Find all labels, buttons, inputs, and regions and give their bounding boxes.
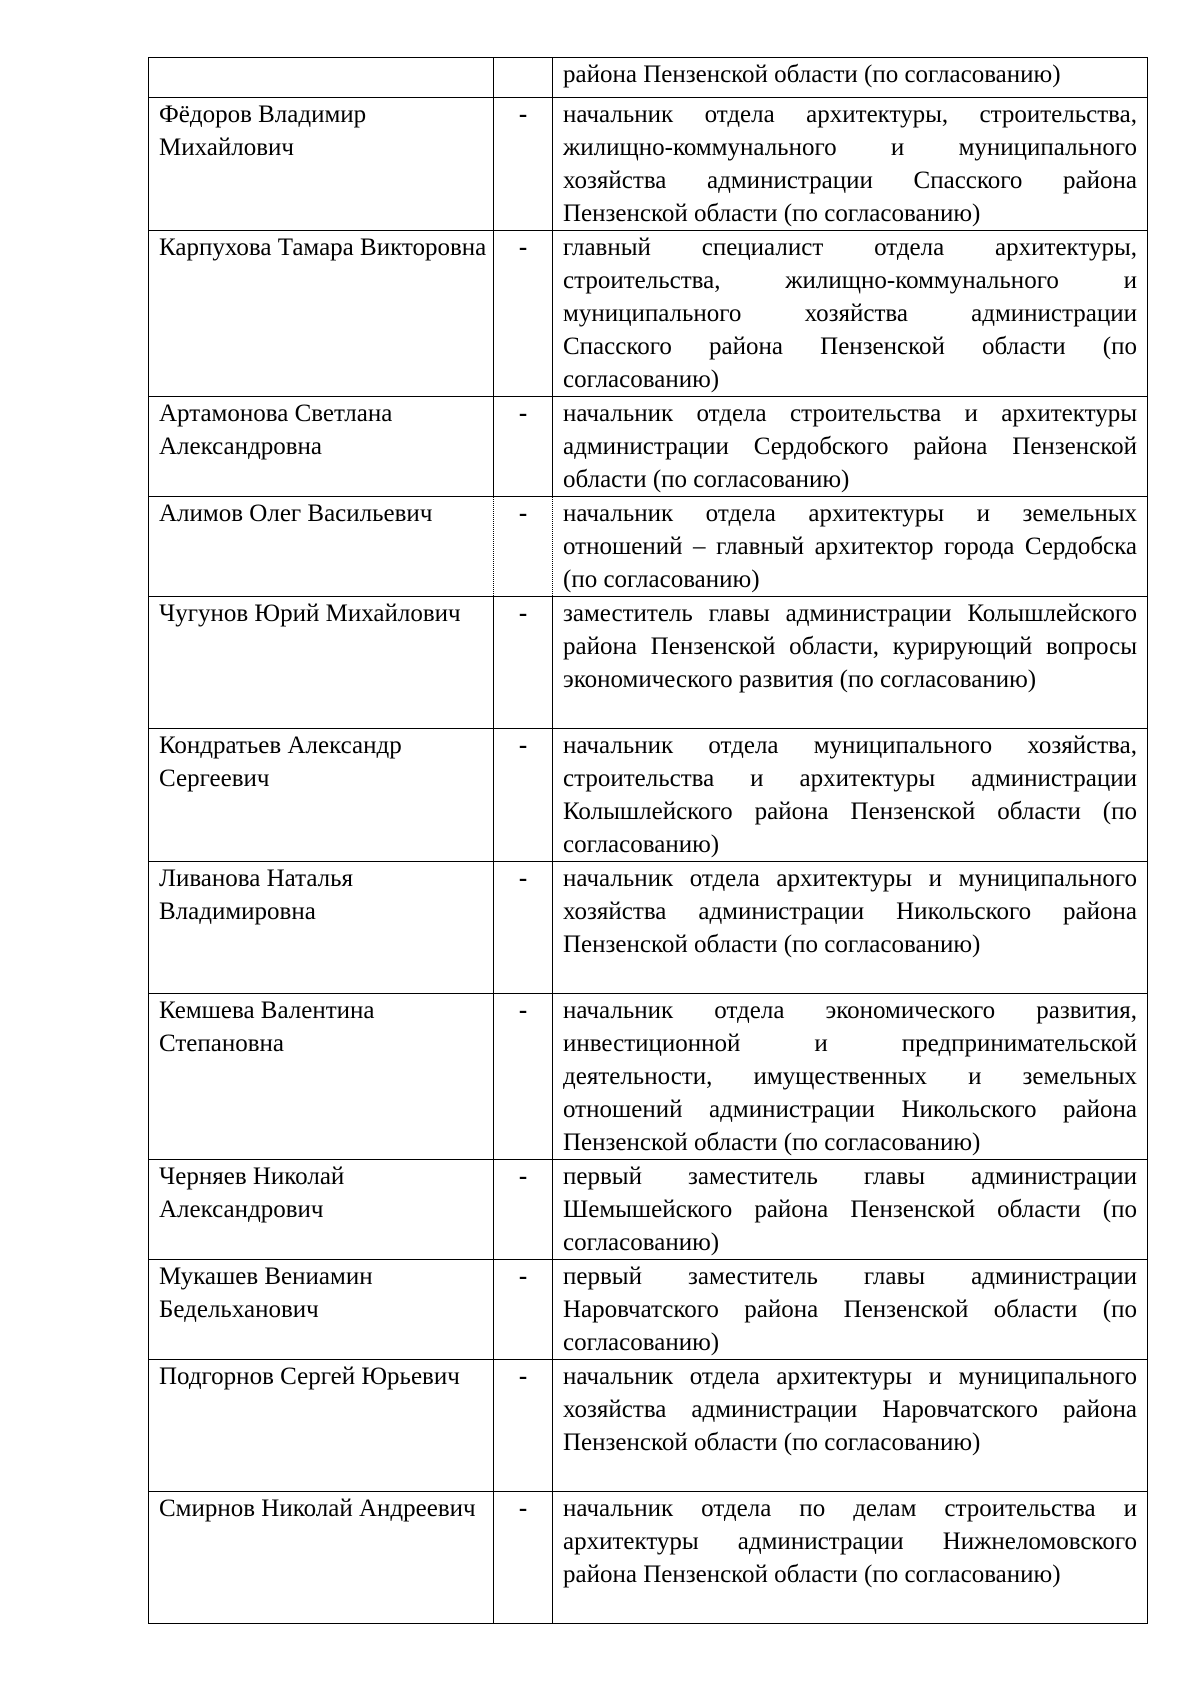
member-position: начальник отдела архитектуры, строительства, жилищно-коммунального и муниципального хозяйства администрации Спасского района Пензенской области (по согласованию) bbox=[553, 98, 1148, 231]
member-position: начальник отдела архитектуры и земельных отношений – главный архитектор города Сердобска (по согласованию) bbox=[553, 497, 1148, 597]
member-position: начальник отдела архитектуры и муниципального хозяйства администрации Никольского района Пензенской области (по согласованию) bbox=[553, 862, 1148, 994]
dash-separator: - bbox=[494, 397, 553, 497]
table-row bbox=[149, 58, 1148, 98]
member-position: первый заместитель главы администрации Наровчатского района Пензенской области (по согласованию) bbox=[553, 1260, 1148, 1360]
table-row bbox=[149, 397, 1148, 497]
dash-separator: - bbox=[494, 497, 553, 597]
member-name: Карпухова Тамара Викторовна bbox=[149, 231, 494, 397]
dash-separator: - bbox=[494, 862, 553, 994]
table-row bbox=[149, 597, 1148, 729]
dash-separator: - bbox=[494, 729, 553, 862]
member-name: Кемшева Валентина Степановна bbox=[149, 994, 494, 1160]
member-position: начальник отдела по делам строительства и архитектуры администрации Нижнеломовского района Пензенской области (по согласованию) bbox=[553, 1492, 1148, 1624]
member-position: района Пензенской области (по согласованию) bbox=[553, 58, 1148, 98]
dash-separator: - bbox=[494, 231, 553, 397]
dash-separator: - bbox=[494, 1260, 553, 1360]
member-position: начальник отдела муниципального хозяйства, строительства и архитектуры администрации Колышлейского района Пензенской области (по согласованию) bbox=[553, 729, 1148, 862]
member-name: Чугунов Юрий Михайлович bbox=[149, 597, 494, 729]
table-row bbox=[149, 729, 1148, 862]
dash-separator: - bbox=[494, 98, 553, 231]
member-position: начальник отдела строительства и архитектуры администрации Сердобского района Пензенской области (по согласованию) bbox=[553, 397, 1148, 497]
member-name: Подгорнов Сергей Юрьевич bbox=[149, 1360, 494, 1492]
dash-separator: - bbox=[494, 994, 553, 1160]
member-name: Кондратьев Александр Сергеевич bbox=[149, 729, 494, 862]
member-name: Мукашев Вениамин Бедельханович bbox=[149, 1260, 494, 1360]
member-name: Смирнов Николай Андреевич bbox=[149, 1492, 494, 1624]
member-position: начальник отдела экономического развития, инвестиционной и предпринимательской деятельности, имущественных и земельных отношений администрации Никольского района Пензенской области (по согласованию) bbox=[553, 994, 1148, 1160]
member-name: Артамонова Светлана Александровна bbox=[149, 397, 494, 497]
member-position: первый заместитель главы администрации Шемышейского района Пензенской области (по согласованию) bbox=[553, 1160, 1148, 1260]
dash-separator bbox=[494, 58, 553, 98]
dash-separator: - bbox=[494, 597, 553, 729]
member-name: Алимов Олег Васильевич bbox=[149, 497, 494, 597]
table-row bbox=[149, 862, 1148, 994]
table-row bbox=[149, 1160, 1148, 1260]
member-name bbox=[149, 58, 494, 98]
member-position: заместитель главы администрации Колышлейского района Пензенской области, курирующий вопросы экономического развития (по согласованию) bbox=[553, 597, 1148, 729]
member-position: главный специалист отдела архитектуры, строительства, жилищно-коммунального и муниципального хозяйства администрации Спасского района Пензенской области (по согласованию) bbox=[553, 231, 1148, 397]
table-row bbox=[149, 1492, 1148, 1624]
table-row bbox=[149, 1260, 1148, 1360]
table-row bbox=[149, 231, 1148, 397]
member-position: начальник отдела архитектуры и муниципального хозяйства администрации Наровчатского района Пензенской области (по согласованию) bbox=[553, 1360, 1148, 1492]
member-name: Черняев Николай Александрович bbox=[149, 1160, 494, 1260]
table-row bbox=[149, 1360, 1148, 1492]
members-table bbox=[148, 57, 1148, 1624]
dash-separator: - bbox=[494, 1492, 553, 1624]
table-row bbox=[149, 98, 1148, 231]
dash-separator: - bbox=[494, 1160, 553, 1260]
member-name: Ливанова Наталья Владимировна bbox=[149, 862, 494, 994]
dash-separator: - bbox=[494, 1360, 553, 1492]
member-name: Фёдоров Владимир Михайлович bbox=[149, 98, 494, 231]
table-row bbox=[149, 994, 1148, 1160]
table-row bbox=[149, 497, 1148, 597]
